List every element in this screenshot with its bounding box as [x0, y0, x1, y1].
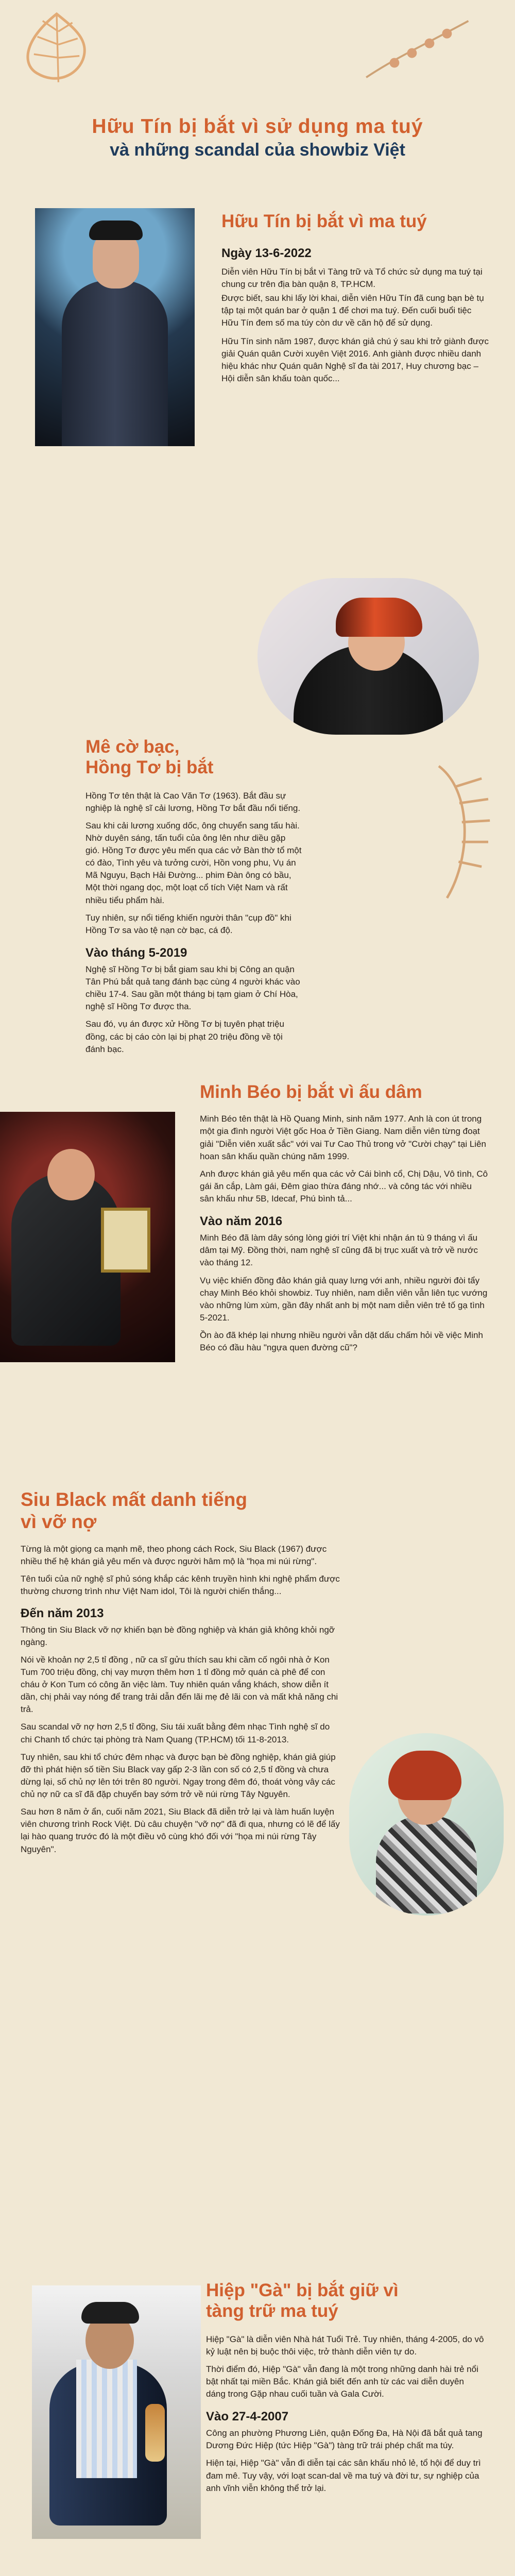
section-title: Hiệp "Gà" bị bắt giữ vì [206, 2280, 399, 2300]
section-title: Siu Black mất danh tiếng [21, 1489, 247, 1510]
huu-tin-section [221, 211, 489, 385]
face-shape [47, 1149, 95, 1200]
paragraph: Sau khi cải lương xuống dốc, ông chuyển sang tấu hài. Nhờ duyên sáng, tấn tuổi của ông lên như diều gặp gió. Hồng Tơ được yêu mến qua các vở Bàn thờ tổ một có đào, Tình yêu và tưởng cười, Hồn vong phu, Vụ án Mã Nguyu, Bạch Hải Đường... phim Đàn ông có bầu, Một thời ngang dọc, một loạt cổ tích Việt Nam và rất nhiều tiểu phẩm hài. [85, 820, 302, 905]
hair-shape [89, 221, 143, 240]
paragraph: Minh Béo đã làm dây sóng lòng giới trí Việt khi nhận án tù 9 tháng vì ấu dâm tại Mỹ. Đồng thời, nam nghệ sĩ cũng đã bị trục xuất và trở về nước vào tháng 12. [200, 1233, 478, 1268]
hong-to-photo [258, 578, 479, 735]
page-title-line1: Hữu Tín bị bắt vì sử dụng ma tuý [92, 115, 423, 138]
event-date: Vào 27-4-2007 [206, 2410, 289, 2424]
event-date: Đến năm 2013 [21, 1606, 104, 1620]
bottle-shape [145, 2404, 165, 2462]
paragraph: Sau scandal vỡ nợ hơn 2,5 tỉ đồng, Siu tái xuất bằng đêm nhạc Tình nghệ sĩ do chi Chanh tổ chức tại phòng trà Nam Quang (TP.HCM) tối 11-8-2013. [21, 1722, 330, 1744]
event-date: Vào tháng 5-2019 [85, 945, 187, 960]
page-title-line2: và những scandal của showbiz Việt [110, 140, 405, 160]
section-title: tàng trữ ma tuý [206, 2301, 338, 2321]
hong-to-section [85, 737, 302, 1056]
paragraph: Tuy nhiên, sự nổi tiếng khiến người thân "cụp đồ" khi Hồng Tơ sa vào tệ nạn cờ bạc, cá độ. [85, 912, 291, 935]
paragraph: Từng là một giọng ca mạnh mẽ, theo phong cách Rock, Siu Black (1967) được nhiều thế hệ khán giả yêu mến và được người hâm mộ là "họa mi núi rừng". [21, 1544, 327, 1567]
hiep-ga-section [206, 2280, 484, 2495]
siu-black-photo [349, 1733, 504, 1916]
hiep-ga-photo [32, 2285, 201, 2539]
section-title: Hữu Tín bị bắt vì ma tuý [221, 211, 427, 231]
paragraph: Hiệp "Gà" là diễn viên Nhà hát Tuổi Trẻ. Tuy nhiên, tháng 4-2005, do vô kỷ luật nên bị buộc thôi việc, trở thành diễn viên tự do. [206, 2334, 484, 2357]
header-section [0, 0, 515, 196]
hair-shape [336, 598, 422, 637]
paragraph: Ồn ào đã khép lại nhưng nhiều người vẫn dặt dấu chấm hỏi về việc Minh Béo có đầu hàu "ngựa quen đường cũ"? [200, 1330, 483, 1353]
paragraph: Tên tuổi của nữ nghệ sĩ phủ sóng khắp các kênh truyền hình khi nghệ phẩm được thường chương trình như Việt Nam idol, Tôi là người chiến thắng... [21, 1574, 340, 1597]
paragraph: Tuy nhiên, sau khi tổ chức đêm nhạc và được bạn bè đồng nghiệp, khán giả giúp đỡ thì phát hiện số tiền Siu Black vay gấp 2-3 lần con số có 2,5 tỉ đồng và chưa dừng lại, số chủ nợ lên tới trên 80 người. Ngay trong đêm đó, thoát vòng vây các chủ nợ nữ ca sĩ đã đặp chuyến bay sớm trở về núi rừng Tây Nguyên. [21, 1752, 336, 1800]
section-title: Hồng Tơ bị bắt [85, 757, 214, 778]
hair-shape [81, 2302, 139, 2324]
siu-black-section [21, 1489, 340, 1856]
paragraph: Anh được khán giả yêu mến qua các vở Cái bình cổ, Chị Dậu, Vô tình, Cô gái ăn cắp, Làm gái, Đêm giao thừa đáng nhớ... và công tác với nhiều sân khấu như 5B, Idecaf, Phú bình tả... [200, 1168, 488, 1204]
paragraph: Nói về khoản nợ 2,5 tỉ đồng , nữ ca sĩ gửu thích sau khi cầm cố ngôi nhà ở Kon Tum 700 triệu đồng, chị vay mượn thêm hơn 1 tỉ đồng mở quán cà phê để con cháu ở Kon Tum có công ăn việc làm. Tuy nhiên quán vắng khách, show diễn ít dần, chị phải vay nóng để trang trải dẫn đến lãi mẹ đẻ lãi con và mất khả năng chi trả. [21, 1654, 338, 1715]
event-date: Vào năm 2016 [200, 1214, 283, 1229]
paragraph: Minh Béo tên thật là Hồ Quang Minh, sinh năm 1977. Anh là con út trong một gia đình người Việt gốc Hoa ở Tiền Giang. Nam diễn viên từng đoạt giải "Diễn viên xuất sắc" với vai Tư Cao Thủ trong vở "Cười chạy" tại Liên hoan sân khấu quần chúng năm 1999. [200, 1114, 486, 1161]
section-title: vì vỡ nợ [21, 1511, 97, 1532]
paragraph: Được biết, sau khi lấy lời khai, diễn viên Hữu Tín đã cung bạn bè tụ tập tại một quán bar ở quận 1 để chơi ma tuý. Đến cuối buổi tiệc Hữu Tín đem số ma túy còn dư về căn hộ để sử dụng. [221, 293, 484, 328]
section-title: Mê cờ bạc, [85, 737, 180, 757]
paragraph: Diễn viên Hữu Tín bị bắt vì Tàng trữ và Tổ chức sử dụng ma tuý tại chung cư trên địa bàn quận 8, TP.HCM. [221, 267, 483, 290]
section-title: Minh Béo bị bắt vì ấu dâm [200, 1082, 422, 1102]
hair-shape [388, 1751, 461, 1800]
paragraph: Nghệ sĩ Hồng Tơ bị bắt giam sau khi bị Công an quận Tân Phú bắt quả tang đánh bạc cùng 4 người khác vào chiều 17-4. Sau gần một tháng bị tạm giam ở Chí Hòa, nghệ sĩ Hồng Tơ được tha. [85, 964, 300, 1012]
paragraph: Hồng Tơ tên thật là Cao Văn Tơ (1963). Bắt đầu sự nghiệp là nghệ sĩ cải lương, Hồng Tơ bắt đầu nổi tiếng. [85, 790, 301, 813]
minh-beo-photo [0, 1112, 175, 1362]
suit-shape [62, 280, 168, 446]
paragraph: Thông tin Siu Black vỡ nợ khiến bạn bè đồng nghiệp và khán giả không khỏi ngỡ ngàng. [21, 1624, 335, 1647]
event-date: Ngày 13-6-2022 [221, 246, 312, 261]
paragraph: Hiện tại, Hiệp "Gà" vẫn đi diễn tại các sân khấu nhỏ lẻ, tổ hội để duy trì đam mê. Tuy vậy, với loạt scan-dal về ma tuý và đời tư, sự nghiệp của anh vĩnh viễn không thể trở lại. [206, 2458, 481, 2493]
paragraph: Thời điểm đó, Hiệp "Gà" vẫn đang là một trong những danh hài trẻ nổi bật nhất tại miền Bắc. Khán giả biết đến anh từ các vai diễn duyên dáng trong Gặp nhau cuối tuần và Gala Cười. [206, 2364, 478, 2399]
shirt-shape [76, 2360, 137, 2478]
huu-tin-photo [35, 208, 195, 446]
paragraph: Công an phường Phương Liên, quận Đống Đa, Hà Nội đã bắt quả tang Dương Đức Hiệp (tức Hiệp "Gà") tàng trữ trái phép chất ma túy. [206, 2428, 483, 2451]
paragraph: Vụ việc khiến đồng đảo khán giả quay lưng với anh, nhiều người đòi tẩy chay Minh Béo khỏi showbiz. Tuy nhiên, nam diễn viên vẫn liên tục vướng vào những lùm xùm, gần đây nhất anh bị một nam diễn viên trẻ tố gạ tình 5-2021. [200, 1275, 488, 1323]
paragraph: Sau đó, vụ án được xử Hồng Tơ bị tuyên phạt triệu đồng, các bị cáo còn lại bị phạt 20 triệu đồng về tội đánh bạc. [85, 1019, 284, 1054]
fern-icon [422, 757, 505, 907]
award-plaque [101, 1208, 150, 1273]
dress-shape [376, 1816, 477, 1913]
paragraph: Hữu Tín sinh năm 1987, được khán giả chú ý sau khi trở giành được giải Quán quân Cười xuyên Việt 2016. Anh giành được nhiều danh hiệu khác như Quán quân Nghệ sĩ đa tài 2017, Huy chương bạc – Hội diễn sân khấu toàn quốc... [221, 336, 489, 384]
paragraph: Sau hơn 8 năm ở ẩn, cuối năm 2021, Siu Black đã diễn trở lại và làm huấn luyện viên chương trình Rock Việt. Dù câu chuyện "vỡ nợ" đã đi qua, nhưng có lẽ để lấy lại hào quang trước đó là một điều vô cùng khó đối với "họa mi núi rừng Tây Nguyên". [21, 1807, 340, 1854]
minh-beo-section [200, 1082, 488, 1354]
